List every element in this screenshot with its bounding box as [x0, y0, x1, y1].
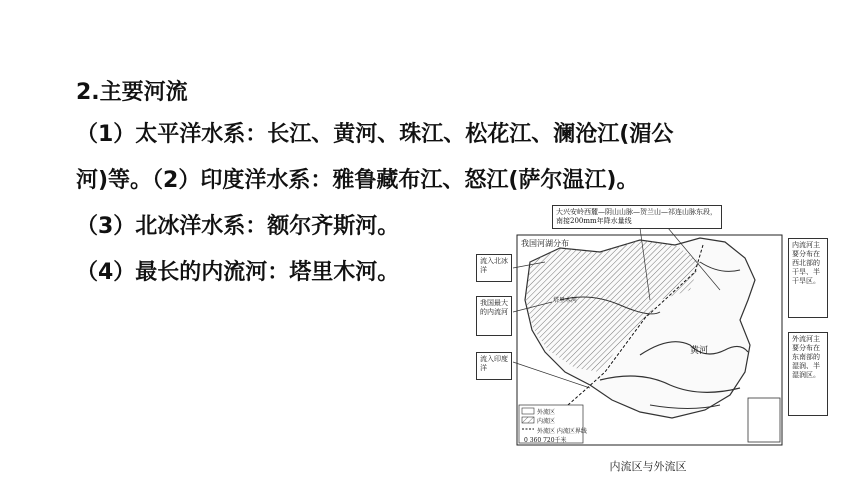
callout-india: 流入印度洋	[476, 352, 512, 380]
section-heading: 2.主要河流	[76, 80, 188, 105]
legend-outflow: 外流区	[537, 409, 556, 416]
callout-north: 流入北冰洋	[476, 254, 512, 282]
legend-inland: 内流区	[537, 418, 556, 425]
arctic-line: （3）北冰洋水系：额尔齐斯河。	[76, 214, 400, 239]
pacific-indian-line: 河)等。（2）印度洋水系：雅鲁藏布江、怒江(萨尔温江)。	[76, 168, 639, 193]
pacific-line: （1）太平洋水系：长江、黄河、珠江、松花江、澜沧江(湄公	[76, 122, 674, 147]
legend-boundary: 外流区 内流区界线	[537, 428, 587, 435]
label-tarim: 塔里木河	[553, 297, 578, 304]
figure-caption: 内流区与外流区	[609, 460, 687, 473]
callout-tarim: 我国最大的内流河	[476, 296, 512, 336]
map-title: 我国河湖分布	[521, 239, 569, 248]
callout-inland: 内流河主要分布在西北部的干旱、半干旱区。	[788, 238, 828, 318]
callout-boundary: 大兴安岭西麓—阴山山脉—贺兰山—祁连山脉东段，南接200mm年降水量线	[552, 205, 722, 229]
inland-river-line: （4）最长的内流河：塔里木河。	[76, 260, 400, 285]
label-huanghe: 黄河	[690, 346, 709, 356]
callout-outflow: 外流河主要分布在东南部的湿润、半湿润区。	[788, 332, 828, 416]
legend-swatch-inland	[522, 417, 534, 423]
south-sea-inset	[748, 398, 780, 442]
legend-swatch-outflow	[522, 408, 534, 414]
map-scale: 0 360 720千米	[524, 437, 567, 444]
